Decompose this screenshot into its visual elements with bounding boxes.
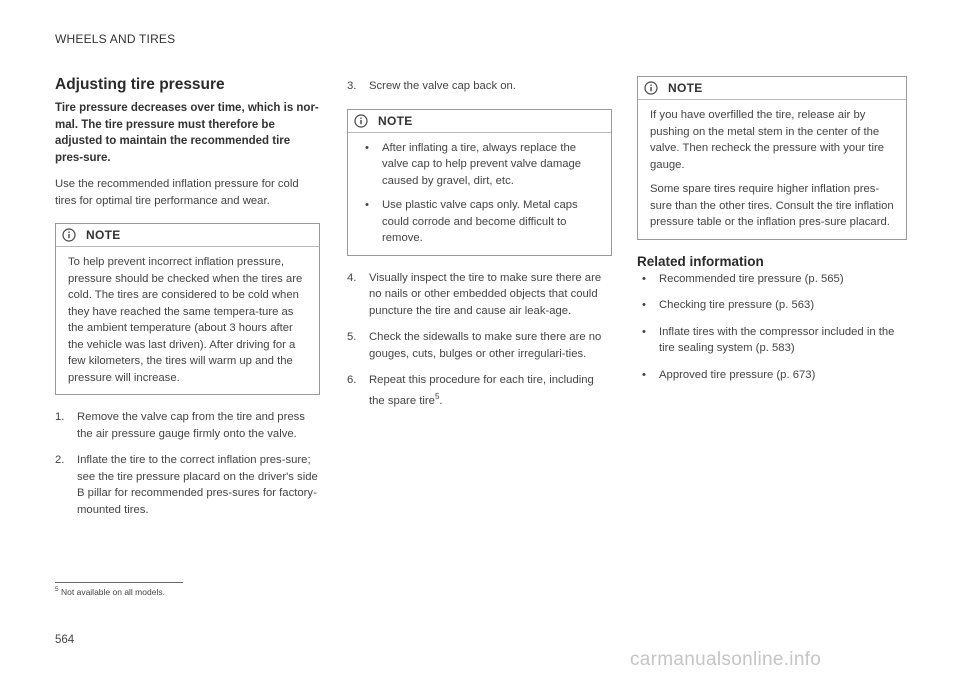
list-item: [55, 452, 320, 518]
list-item: [360, 197, 601, 247]
bullet-mark: •: [642, 299, 646, 311]
footnote-ref: 5: [434, 391, 440, 401]
note-box-3: [637, 76, 907, 240]
note-box-2: [347, 109, 612, 256]
note-text: To help prevent incorrect inflation pressure, pressure should be checked when the tires are cold. The tires are considered to be cold when they have reached the same tempera-ture as the ambient temperature (about 3 hours after the vehicle was last driven). After driving for a few kilometers, the tires will warm up and the pressure will increase.: [68, 256, 303, 384]
list-item: [360, 140, 601, 190]
steps-list-2: [347, 270, 612, 409]
footnote-divider: [55, 582, 183, 583]
note-bullets: [360, 140, 601, 247]
note-label: NOTE: [86, 228, 121, 242]
bullet-mark: •: [642, 272, 646, 285]
list-item: [347, 270, 612, 320]
note-header: [56, 224, 319, 247]
related-link-text[interactable]: Inflate tires with the compressor included in the tire sealing system (p. 583): [659, 325, 895, 354]
step-text: Screw the valve cap back on.: [369, 80, 516, 92]
info-icon: [354, 114, 368, 128]
bullet-mark: •: [642, 368, 646, 381]
steps-list-step3: [347, 78, 612, 95]
note-label: NOTE: [378, 113, 413, 128]
page-title: Adjusting tire pressure: [55, 76, 225, 93]
related-link-text[interactable]: Checking tire pressure (p. 563): [659, 299, 815, 311]
note-body: [348, 133, 611, 255]
column-2: [347, 78, 612, 419]
step-number: 1.: [55, 411, 65, 423]
related-link[interactable]: [637, 367, 907, 384]
note-paragraph: If you have overfilled the tire, release air by pushing on the metal stem in the center of the valve. Then recheck the pressure with your tire gauge.: [650, 109, 884, 171]
lead-paragraph: Tire pressure decreases over time, which is nor-mal. The tire pressure must therefore be adjusted to maintain the recommended tire pres-sure.: [55, 102, 319, 164]
section-header: WHEELS AND TIRES: [55, 32, 176, 46]
info-icon: [644, 81, 658, 95]
step-number: 4.: [347, 271, 357, 284]
bullet-mark: •: [365, 199, 369, 211]
step-number: 5.: [347, 331, 357, 343]
note-box-1: [55, 223, 320, 395]
column-3: [637, 76, 907, 383]
related-link[interactable]: [637, 271, 907, 288]
step-number: 3.: [347, 80, 357, 92]
step-number: 2.: [55, 454, 65, 466]
note-header: [348, 110, 611, 133]
note-paragraph: Some spare tires require higher inflation pres-sure than the other tires. Consult the tire inflation pressure table or the inflation pres-sure placard.: [650, 183, 894, 228]
step-text: Check the sidewalls to make sure there are no gouges, cuts, bulges or other irregulari-ties.: [369, 331, 602, 360]
bullet-text: Use plastic valve caps only. Metal caps could corrode and become difficult to remove.: [382, 199, 578, 244]
related-information-title: Related information: [637, 253, 764, 269]
footnote-mark: 5: [55, 586, 59, 593]
step-text: Remove the valve cap from the tire and press the air pressure gauge firmly onto the valve.: [77, 411, 305, 440]
note-label: NOTE: [668, 81, 703, 95]
footnote-text: Not available on all models.: [61, 586, 165, 597]
note-header: [638, 77, 906, 100]
list-item: [347, 329, 612, 362]
bullet-mark: •: [642, 325, 646, 338]
step-number: 6.: [347, 374, 357, 386]
steps-list-1: [55, 409, 320, 518]
bullet-text: After inflating a tire, always replace the valve cap to help prevent valve damage caused by gravel, dirt, etc.: [382, 141, 582, 187]
related-link[interactable]: [637, 297, 907, 314]
note-body: [638, 100, 906, 239]
info-icon: [62, 228, 76, 242]
body-paragraph: Use the recommended inflation pressure for cold tires for optimal tire performance and wear.: [55, 178, 299, 207]
step-text: Repeat this procedure for each tire, including the spare tire: [369, 374, 594, 407]
step-text: Visually inspect the tire to make sure there are no nails or other embedded objects that could puncture the tire and cause air leak-age.: [369, 271, 602, 317]
footnote: [55, 586, 165, 597]
step-tail: .: [439, 394, 443, 407]
related-link[interactable]: [637, 324, 907, 357]
page-number: 564: [55, 634, 75, 646]
list-item: [347, 78, 612, 95]
watermark: carmanualsonline.info: [630, 649, 822, 670]
related-link-text[interactable]: Recommended tire pressure (p. 565): [659, 272, 844, 285]
list-item: [347, 372, 612, 409]
step-text: Inflate the tire to the correct inflation pres-sure; see the tire pressure placard on the driver's side B pillar for recommended pres-sures for factory-mounted tires.: [77, 454, 318, 516]
bullet-mark: •: [365, 141, 369, 154]
related-link-text[interactable]: Approved tire pressure (p. 673): [659, 368, 816, 381]
list-item: [55, 409, 320, 442]
related-links: [637, 271, 907, 384]
column-1: [55, 76, 320, 528]
note-body: [56, 247, 319, 394]
